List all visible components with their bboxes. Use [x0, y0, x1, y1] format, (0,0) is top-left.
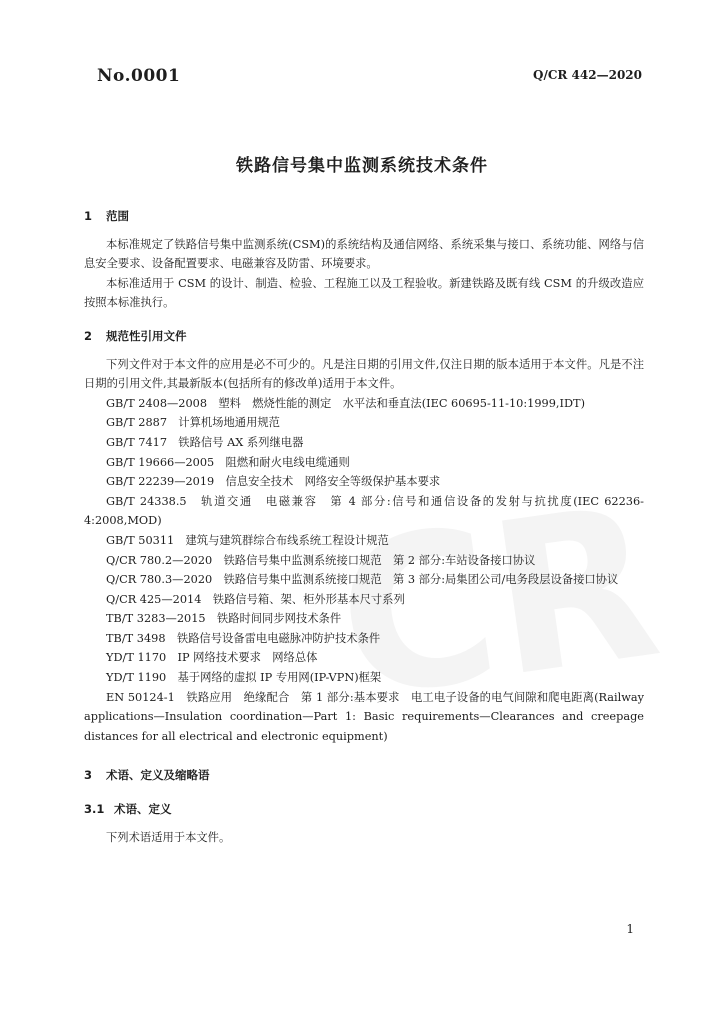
reference-item: GB/T 50311 建筑与建筑群综合布线系统工程设计规范 [106, 533, 389, 547]
reference-item: EN 50124-1 铁路应用 绝缘配合 第 1 部分:基本要求 电工电子设备的电气间隙和爬电距离(Railway applications—Insulation coordination—Part 1: Basic requirements—Clearances and creepage distances for all electrical and electronic equipment) [84, 690, 644, 743]
page-title: 铁路信号集中监测系统技术条件 [236, 156, 488, 176]
paragraph: 本标准规定了铁路信号集中监测系统(CSM)的系统结构及通信网络、系统采集与接口、系统功能、网络与信息安全要求、设备配置要求、电磁兼容及防雷、环境要求。 [84, 237, 644, 271]
section-title: 范围 [106, 209, 129, 223]
section-title: 规范性引用文件 [106, 328, 187, 343]
reference-item: GB/T 24338.5 轨道交通 电磁兼容 第 4 部分:信号和通信设备的发射与抗扰度(IEC 62236-4:2008,MOD) [84, 494, 644, 528]
reference-item: GB/T 22239—2019 信息安全技术 网络安全等级保护基本要求 [106, 475, 441, 489]
paragraph: 本标准适用于 CSM 的设计、制造、检验、工程施工以及工程验收。新建铁路及既有线 CSM 的升级改造应按照本标准执行。 [84, 276, 644, 310]
section-3-heading [84, 766, 644, 786]
section-1-heading [84, 207, 644, 227]
reference-item: YD/T 1170 IP 网络技术要求 网络总体 [106, 651, 318, 665]
section-title: 术语、定义及缩略语 [106, 768, 210, 783]
subsection-title: 术语、定义 [114, 802, 172, 817]
reference-item: YD/T 1190 基于网络的虚拟 IP 专用网(IP-VPN)框架 [106, 671, 382, 685]
document-body [84, 207, 644, 847]
paragraph: 下列文件对于本文件的应用是必不可少的。凡是注日期的引用文件,仅注日期的版本适用于本文件。凡是不注日期的引用文件,其最新版本(包括所有的修改单)适用于本文件。 [84, 357, 644, 391]
reference-item: Q/CR 780.3—2020 铁路信号集中监测系统接口规范 第 3 部分:局集团公司/电务段层设备接口协议 [106, 573, 619, 587]
reference-item: TB/T 3283—2015 铁路时间同步网技术条件 [106, 612, 342, 626]
reference-item: GB/T 19666—2005 阻燃和耐火电线电缆通则 [106, 455, 350, 469]
reference-item: Q/CR 780.2—2020 铁路信号集中监测系统接口规范 第 2 部分:车站设备接口协议 [106, 553, 536, 567]
reference-item: GB/T 2408—2008 塑料 燃烧性能的测定 水平法和垂直法(IEC 60695-11-10:1999,IDT) [106, 396, 585, 410]
paragraph: 下列术语适用于本文件。 [106, 830, 231, 844]
subsection-number: 3.1 [84, 802, 105, 817]
page-number: 1 [626, 922, 634, 936]
section-2-heading [84, 327, 644, 347]
section-number: 2 [84, 328, 93, 343]
section-number: 3 [84, 768, 93, 783]
standard-code: Q/CR 442—2020 [533, 68, 642, 82]
document-number: No.0001 [97, 66, 181, 86]
reference-item: Q/CR 425—2014 铁路信号箱、架、柜外形基本尺寸系列 [106, 592, 405, 606]
section-number: 1 [84, 209, 93, 223]
reference-item: TB/T 3498 铁路信号设备雷电电磁脉冲防护技术条件 [106, 631, 381, 645]
reference-item: GB/T 2887 计算机场地通用规范 [106, 416, 280, 430]
reference-item: GB/T 7417 铁路信号 AX 系列继电器 [106, 435, 304, 449]
subsection-3-1-heading [84, 800, 644, 820]
